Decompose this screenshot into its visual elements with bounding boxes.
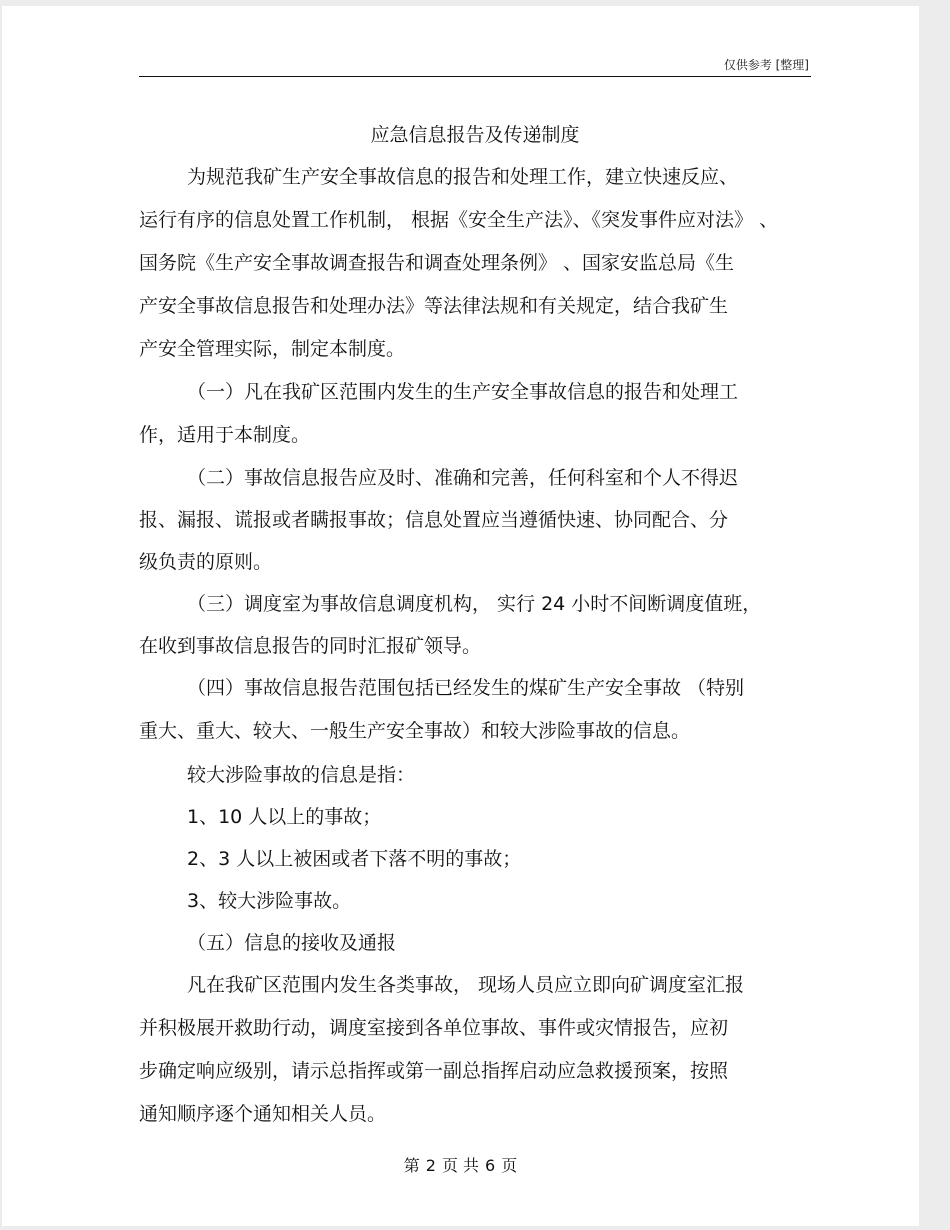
paragraph-line: （三）调度室为事故信息调度机构， 实行 24 小时不间断调度值班， (187, 593, 762, 615)
paragraph-line: 较大涉险事故的信息是指： (187, 764, 416, 786)
paragraph-line: 为规范我矿生产安全事故信息的报告和处理工作，建立快速反应、 (187, 166, 739, 188)
paragraph-line: 凡在我矿区范围内发生各类事故， 现场人员应立即向矿调度室汇报 (187, 974, 745, 996)
paragraph-line: 运行有序的信息处置工作机制， 根据《安全生产法》、《突发事件应对法》 、 (139, 209, 779, 231)
paragraph-line: 作，适用于本制度。 (139, 424, 311, 446)
paragraph-line: 国务院《生产安全事故调查报告和调查处理条例》 、国家安监总局《生 (139, 252, 735, 274)
paragraph-line: （一）凡在我矿区范围内发生的生产安全事故信息的报告和处理工 (187, 381, 739, 403)
paragraph-line: （二）事故信息报告应及时、准确和完善，任何科室和个人不得迟 (187, 467, 739, 489)
paragraph-line: 产安全事故信息报告和处理办法》等法律法规和有关规定，结合我矿生 (139, 295, 729, 317)
paragraph-line: 步确定响应级别，请示总指挥或第一副总指挥启动应急救援预案，按照 (139, 1060, 729, 1082)
paragraph-line: 通知顺序逐个通知相关人员。 (139, 1103, 387, 1125)
header-rule (139, 76, 811, 77)
paragraph-line: （四）事故信息报告范围包括已经发生的煤矿生产安全事故 （特别 (187, 677, 745, 699)
list-item: 1、10 人以上的事故； (187, 806, 382, 828)
paragraph-line: 并积极展开救助行动，调度室接到各单位事故、事件或灾情报告，应初 (139, 1017, 729, 1039)
header-note: 仅供参考 [整理] (723, 58, 809, 72)
paragraph-line: 报、漏报、谎报或者瞒报事故；信息处置应当遵循快速、协同配合、分 (139, 509, 729, 531)
footer-suffix: 页 (501, 1156, 518, 1175)
section-heading: （五）信息的接收及通报 (187, 932, 397, 954)
paragraph-line: 在收到事故信息报告的同时汇报矿领导。 (139, 635, 482, 657)
footer-total-pages: 6 (485, 1156, 496, 1175)
document-page (2, 6, 919, 1226)
paragraph-line: 级负责的原则。 (139, 551, 273, 573)
paragraph-line: 重大、重大、较大、一般生产安全事故）和较大涉险事故的信息。 (139, 720, 691, 742)
paragraph-line: 产安全管理实际，制定本制度。 (139, 338, 406, 360)
document-title: 应急信息报告及传递制度 (370, 124, 580, 146)
footer-page-number: 2 (425, 1156, 436, 1175)
list-item: 2、3 人以上被困或者下落不明的事故； (187, 848, 522, 870)
page-footer (2, 1153, 919, 1176)
footer-prefix: 第 (403, 1156, 420, 1175)
footer-mid: 页 共 (441, 1156, 480, 1175)
list-item: 3、较大涉险事故。 (187, 890, 352, 912)
